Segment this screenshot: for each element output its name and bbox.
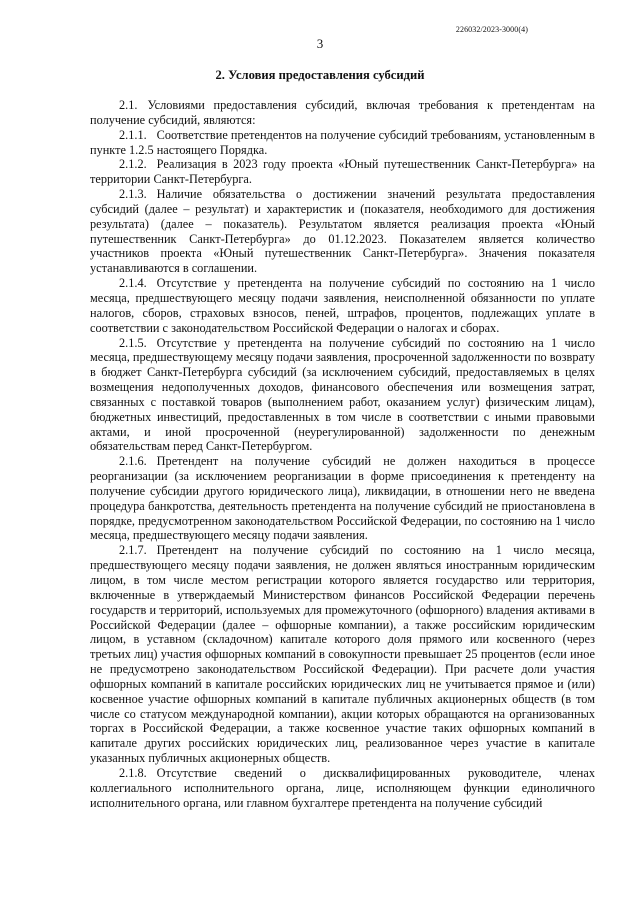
page-number: 3 [316, 36, 324, 51]
paragraph-2-1-6 [90, 454, 595, 543]
paragraph-text: Реализация в 2023 году проекта «Юный путешественник Санкт-Петербурга» на территории Санкт-Петербурга. [90, 157, 595, 187]
paragraph-text: Соответствие претендентов на получение субсидий требованиям, установленным в пункте 1.2.5 настоящего Порядка. [90, 127, 595, 157]
paragraph-text: Отсутствие у претендента на получение субсидий по состоянию на 1 число месяца, предшествующему месяцу подачи заявления, просроченной задолженности по возврату в бюджет Санкт-Петербурга субсидий (за исключением субсидий, предоставляемых в целях возмещения недополученных доходов, финансового обеспечения или возмещения затрат, связанных с поставкой товаров (выполнением работ, оказанием услуг) физическим лицам), бюджетных инвестиций, предоставленных в том числе в соответствии с иными правовыми актами, и иной просроченной (неурегулированной) задолженности по денежным обязательствам перед Санкт-Петербургом. [90, 335, 595, 454]
paragraph-text: Наличие обязательства о достижении значений результата предоставления субсидий (далее – результат) и характеристик и (показателя, необходимого для достижения результата) (далее – показатель). Результатом является реализация проекта «Юный путешественник Санкт-Петербурга» до 01.12.2023. Показателем является количество участников проекта «Юный путешественник Санкт-Петербурга». Значения показателя устанавливаются в соглашении. [90, 187, 595, 276]
paragraph-text: Отсутствие сведений о дисквалифицированных руководителе, членах коллегиального исполнительного органа, лице, исполняющем функции единоличного исполнительного органа, или главном бухгалтере претендента на получение субсидий [90, 765, 595, 810]
paragraph-2-1-3 [90, 187, 595, 276]
paragraph-text: Условиями предоставления субсидий, включая требования к претендентам на получение субсидий, являются: [90, 98, 595, 127]
paragraph-number: 2.1.8. [119, 765, 147, 780]
document-id: 226032/2023-3000(4) [455, 25, 528, 34]
paragraph-text: Отсутствие у претендента на получение субсидий по состоянию на 1 число месяца, предшествующего месяцу подачи заявления, неисполненной обязанности по уплате налогов, сборов, страховых взносов, пеней, штрафов, процентов, подлежащих уплате в соответствии с законодательством Российской Федерации о налогах и сборах. [90, 276, 595, 335]
paragraph-text: Претендент на получение субсидий не должен находиться в процессе реорганизации (за исключением реорганизации в форме присоединения к претенденту на получение субсидии другого юридического лица), ликвидации, в отношении него не введена процедура банкротства, деятельность претендента на получение субсидий не приостановлена в порядке, предусмотренном законодательством Российской Федерации, по состоянию на 1 число месяца, предшествующего месяцу подачи заявления. [90, 454, 595, 543]
paragraph-number: 2.1.7. [119, 543, 147, 558]
paragraph-number: 2.1.1. [119, 127, 147, 142]
document-body [90, 98, 595, 811]
section-title: 2. Условия предоставления субсидий [215, 68, 425, 82]
paragraph-2-1 [90, 98, 595, 128]
paragraph-2-1-4 [90, 276, 595, 335]
paragraph-2-1-7 [90, 543, 595, 766]
paragraph-text: Претендент на получение субсидий по состоянию на 1 число месяца, предшествующего месяцу подачи заявления, не должен являться иностранным юридическим лицом, в том числе местом регистрации которого является государство или территория, включенные в утверждаемый Министерством финансов Российской Федерации перечень государств и территорий, используемых для промежуточного (офшорного) владения активами в Российской Федерации (далее – офшорные компании), а также российским юридическим лицом, в уставном (складочном) капитале которого доля прямого или косвенного (через третьих лиц) участия офшорных компаний в совокупности превышает 25 процентов (если иное не предусмотрено законодательством Российской Федерации). При расчете доли участия офшорных компаний в капитале российских юридических лиц не учитывается прямое и (или) косвенное участие офшорных компаний в капитале публичных акционерных обществ (в том числе со статусом международной компании), акции которых обращаются на организованных торгах в Российской Федерации, а также косвенное участие таких офшорных компаний в капитале других российских юридических лиц, реализованное через участие в капитале указанных публичных акционерных обществ. [90, 543, 595, 766]
paragraph-2-1-1 [90, 128, 595, 158]
paragraph-number: 2.1.5. [119, 335, 147, 350]
paragraph-number: 2.1. [119, 98, 138, 112]
paragraph-2-1-8 [90, 766, 595, 811]
paragraph-number: 2.1.4. [119, 276, 147, 291]
paragraph-number: 2.1.3. [119, 187, 147, 202]
paragraph-2-1-5 [90, 336, 595, 455]
paragraph-number: 2.1.2. [119, 157, 147, 172]
paragraph-number: 2.1.6. [119, 454, 147, 469]
paragraph-2-1-2 [90, 157, 595, 187]
